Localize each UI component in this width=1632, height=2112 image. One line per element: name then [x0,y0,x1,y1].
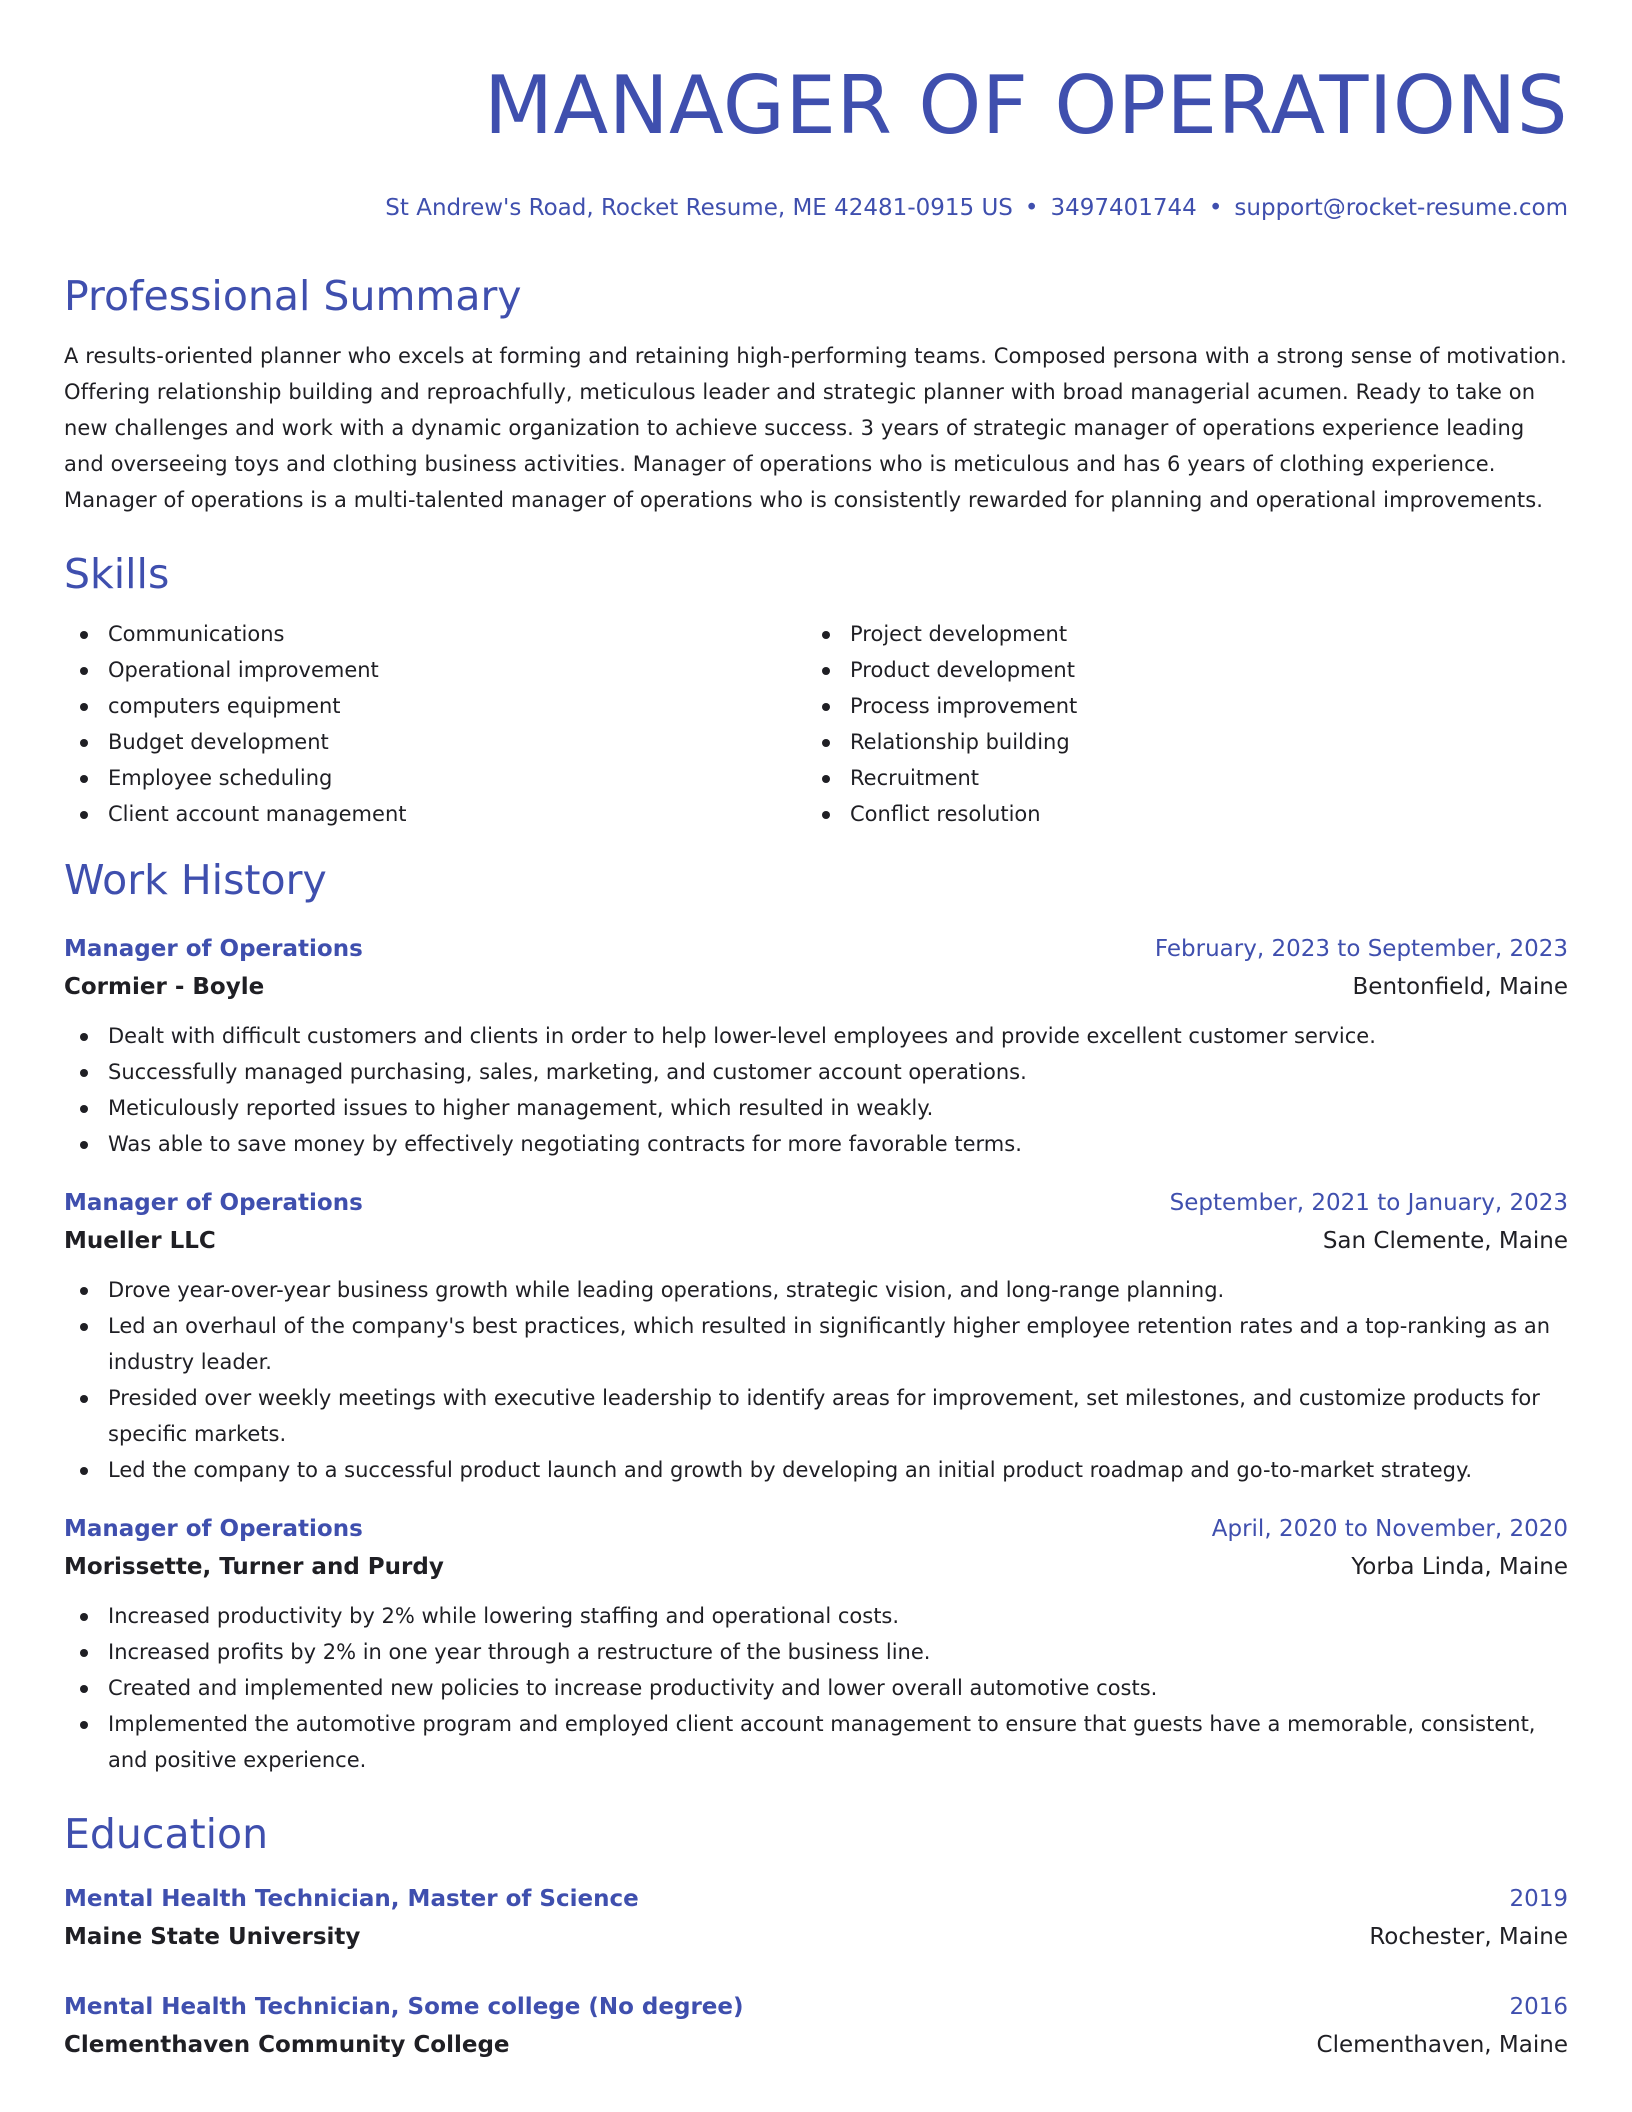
job-header-row [64,930,1568,968]
skill-item: Product development [806,652,1548,688]
job-dates: September, 2021 to January, 2023 [1169,1190,1568,1216]
job-bullet: Dealt with difficult customers and clients in order to help lower-level employees and provide excellent customer service. [64,1018,1568,1054]
skill-item: Employee scheduling [64,760,806,796]
job-bullet: Led an overhaul of the company's best practices, which resulted in significantly higher employee retention rates and a top-ranking as an industry leader. [64,1308,1568,1380]
summary-heading: Professional Summary [64,272,522,320]
contact-line [64,192,1568,224]
job-bullet: Meticulously reported issues to higher management, which resulted in weakly. [64,1090,1568,1126]
skill-item: Process improvement [806,688,1548,724]
job-bullet: Created and implemented new policies to increase productivity and lower overall automotive costs. [64,1670,1568,1706]
job-header-row [64,1184,1568,1222]
job-bullets [64,1018,1568,1162]
resume-header [64,0,1568,224]
job-bullet: Led the company to a successful product launch and growth by developing an initial product roadmap and go-to-market strategy. [64,1452,1568,1488]
work-history-section [64,854,1568,1778]
job-bullet: Implemented the automotive program and employed client account management to ensure that guests have a memorable, consistent, and positive experience. [64,1706,1568,1778]
contact-email: support@rocket-resume.com [1234,195,1568,221]
skill-item: Budget development [64,724,806,760]
job-bullet: Was able to save money by effectively negotiating contracts for more favorable terms. [64,1126,1568,1162]
skills-list-left [64,616,806,832]
job-dates: February, 2023 to September, 2023 [1154,936,1568,962]
skills-section [64,548,1568,832]
work-history-heading: Work History [64,856,327,904]
job-company-row [64,1222,1568,1260]
job-title: Manager of Operations [64,1516,363,1542]
job-company: Cormier - Boyle [64,974,265,1000]
job-company: Morissette, Turner and Purdy [64,1554,444,1580]
job-bullet: Presided over weekly meetings with executive leadership to identify areas for improvement, set milestones, and customize products for specific markets. [64,1380,1568,1452]
education-degree: Mental Health Technician, Some college (No degree) [64,1994,744,2020]
skill-item: Recruitment [806,760,1548,796]
summary-section [64,270,1568,518]
education-location: Clementhaven, Maine [1316,2032,1568,2058]
job-location: San Clemente, Maine [1322,1228,1568,1254]
contact-address: St Andrew's Road, Rocket Resume, ME 42481-0915 US [385,195,1013,221]
education-year: 2016 [1509,1994,1568,2020]
skill-item: Project development [806,616,1548,652]
education-school-row [64,1918,1568,1956]
resume-name: MANAGER OF OPERATIONS [483,59,1568,152]
education-entry [64,1988,1568,2064]
skill-item: Client account management [64,796,806,832]
job-location: Yorba Linda, Maine [1351,1554,1568,1580]
education-location: Rochester, Maine [1369,1924,1568,1950]
job-bullet: Increased productivity by 2% while lowering staffing and operational costs. [64,1598,1568,1634]
job-bullets [64,1598,1568,1778]
education-header-row [64,1880,1568,1918]
skills-heading: Skills [64,550,170,598]
job-dates: April, 2020 to November, 2020 [1211,1516,1568,1542]
job-bullet: Successfully managed purchasing, sales, marketing, and customer account operations. [64,1054,1568,1090]
job-bullet: Drove year-over-year business growth while leading operations, strategic vision, and long-range planning. [64,1272,1568,1308]
education-degree: Mental Health Technician, Master of Science [64,1886,639,1912]
skill-item: Conflict resolution [806,796,1548,832]
education-entry [64,1880,1568,1956]
job-title: Manager of Operations [64,936,363,962]
education-school: Clementhaven Community College [64,2032,510,2058]
skill-item: computers equipment [64,688,806,724]
job-entry [64,1510,1568,1778]
education-section [64,1808,1568,2064]
education-heading: Education [64,1810,269,1858]
job-company-row [64,1548,1568,1586]
skill-item: Relationship building [806,724,1548,760]
skill-item: Operational improvement [64,652,806,688]
contact-phone: 3497401744 [1050,195,1197,221]
job-company: Mueller LLC [64,1228,216,1254]
summary-text: A results-oriented planner who excels at forming and retaining high-performing teams. Composed persona with a strong sense of motivation. Offering relationship building and reproachfully, meticulous leader and strategic planner with broad managerial acumen. Ready to take on new challenges and work with a dynamic organization to achieve success. 3 years of strategic manager of operations experience leading and overseeing toys and clothing business activities. Manager of operations who is meticulous and has 6 years of clothing experience. Manager of operations is a multi-talented manager of operations who is consistently rewarded for planning and operational improvements. [64,344,1567,512]
education-header-row [64,1988,1568,2026]
skills-columns [64,616,1568,832]
job-title: Manager of Operations [64,1190,363,1216]
skill-item: Communications [64,616,806,652]
job-bullet: Increased profits by 2% in one year through a restructure of the business line. [64,1634,1568,1670]
job-entry [64,1184,1568,1488]
job-entry [64,930,1568,1162]
contact-separator: • [1208,195,1223,221]
job-location: Bentonfield, Maine [1352,974,1568,1000]
education-school: Maine State University [64,1924,361,1950]
education-school-row [64,2026,1568,2064]
education-year: 2019 [1509,1886,1568,1912]
job-header-row [64,1510,1568,1548]
skills-list-right [806,616,1548,832]
contact-separator: • [1024,195,1039,221]
job-company-row [64,968,1568,1006]
job-bullets [64,1272,1568,1488]
